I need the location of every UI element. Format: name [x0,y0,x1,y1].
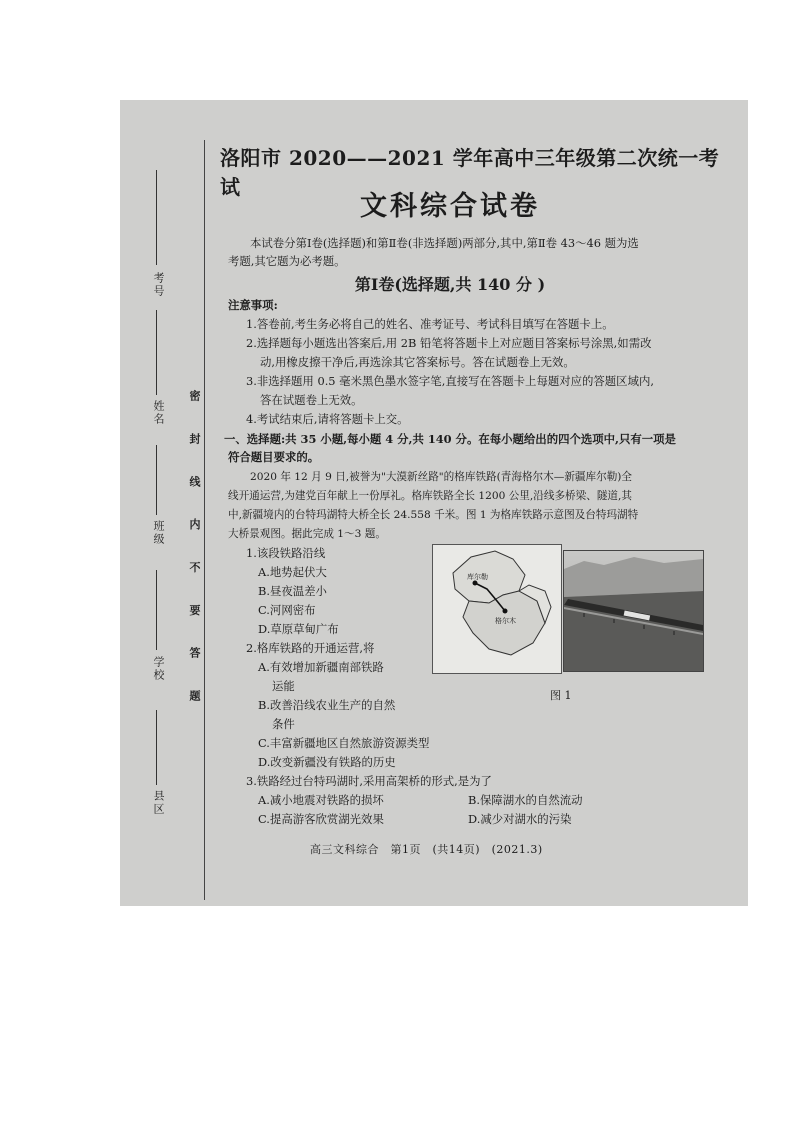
question-option: B.保障湖水的自然流动 [468,793,583,807]
question-option: C.提高游客欣赏湖光效果 [258,812,384,826]
figure-1 [432,544,702,674]
question-stem: 2.格库铁路的开通运营,将 [246,641,375,655]
intro-line-1: 本试卷分第Ⅰ卷(选择题)和第Ⅱ卷(非选择题)两部分,其中,第Ⅱ卷 43～46 题为选 [250,236,639,250]
school-line [156,570,157,650]
question-option: 条件 [272,717,295,731]
question-option: D.草原草甸广布 [258,622,339,636]
question-option: 运能 [272,679,295,693]
seal-line [204,140,205,900]
question-option: C.河网密布 [258,603,316,617]
exam-title: 洛阳市 2020——2021 学年高中三年级第二次统一考试 [220,146,720,199]
note-line: 4.考试结束后,请将答题卡上交。 [246,412,409,426]
note-line: 1.答卷前,考生务必将自己的姓名、准考证号、考试科目填写在答题卡上。 [246,317,614,331]
page-footer: 高三文科综合 第1页 (共14页) (2021.3) [310,843,543,856]
exam-subtitle: 文科综合试卷 [360,191,540,222]
map-outline-icon [433,545,561,673]
binding-margin [120,100,220,906]
question-option: A.减小地震对铁路的损坏 [258,793,384,807]
note-line: 动,用橡皮擦干净后,再选涂其它答案标号。答在试题卷上无效。 [260,355,575,369]
intro-line-2: 考题,其它题为必考题。 [228,254,346,268]
bridge-image-icon [564,551,703,671]
field-class: 班级 [152,520,165,546]
question-option: B.改善沿线农业生产的自然 [258,698,396,712]
exam-number-line [156,170,157,265]
map-label: 库尔勒 [467,573,488,581]
part1-instruction: 符合题目要求的。 [228,450,320,464]
question-option: D.减少对湖水的污染 [468,812,572,826]
railway-map [432,544,562,674]
question-option: D.改变新疆没有铁路的历史 [258,755,396,769]
field-school: 学校 [152,656,165,682]
bridge-photo [563,550,704,672]
passage-line: 2020 年 12 月 9 日,被誉为"大漠新丝路"的格库铁路(青海格尔木—新疆库尔勒)全 [250,471,633,483]
passage-line: 线开通运营,为建党百年献上一份厚礼。格库铁路全长 1200 公里,沿线多桥梁、隧道,其 [228,490,632,502]
passage-line: 大桥景观图。据此完成 1～3 题。 [228,528,386,540]
part1-instruction: 一、选择题:共 35 小题,每小题 4 分,共 140 分。在每小题给出的四个选项中,只有一项是 [224,432,676,446]
figure-caption: 图 1 [550,689,572,702]
field-name: 姓名 [152,400,165,426]
question-option: B.昼夜温差小 [258,584,327,598]
name-line [156,310,157,395]
exam-page [120,100,748,906]
note-line: 答在试题卷上无效。 [260,393,363,407]
note-line: 3.非选择题用 0.5 毫米黑色墨水签字笔,直接写在答题卡上每题对应的答题区域内, [246,374,654,388]
note-line: 2.选择题每小题选出答案后,用 2B 铅笔将答题卡上对应题目答案标号涂黑,如需改 [246,336,652,350]
class-line [156,445,157,515]
passage-line: 中,新疆境内的台特玛湖特大桥全长 24.558 千米。图 1 为格库铁路示意图及台特玛湖特 [228,509,639,521]
seal-line-text: 密 封 线 内 不 要 答 题 [188,390,201,715]
question-stem: 3.铁路经过台特玛湖时,采用高架桥的形式,是为了 [246,774,492,788]
question-option: A.有效增加新疆南部铁路 [258,660,384,674]
map-label: 格尔木 [495,617,516,625]
question-option: C.丰富新疆地区自然旅游资源类型 [258,736,430,750]
field-exam-number: 考号 [152,272,165,298]
question-option: A.地势起伏大 [258,565,327,579]
field-district: 县区 [152,790,165,816]
district-line [156,710,157,785]
section-title: 第Ⅰ卷(选择题,共 140 分 ) [354,275,546,294]
question-stem: 1.该段铁路沿线 [246,546,326,560]
notes-heading: 注意事项: [228,298,278,312]
